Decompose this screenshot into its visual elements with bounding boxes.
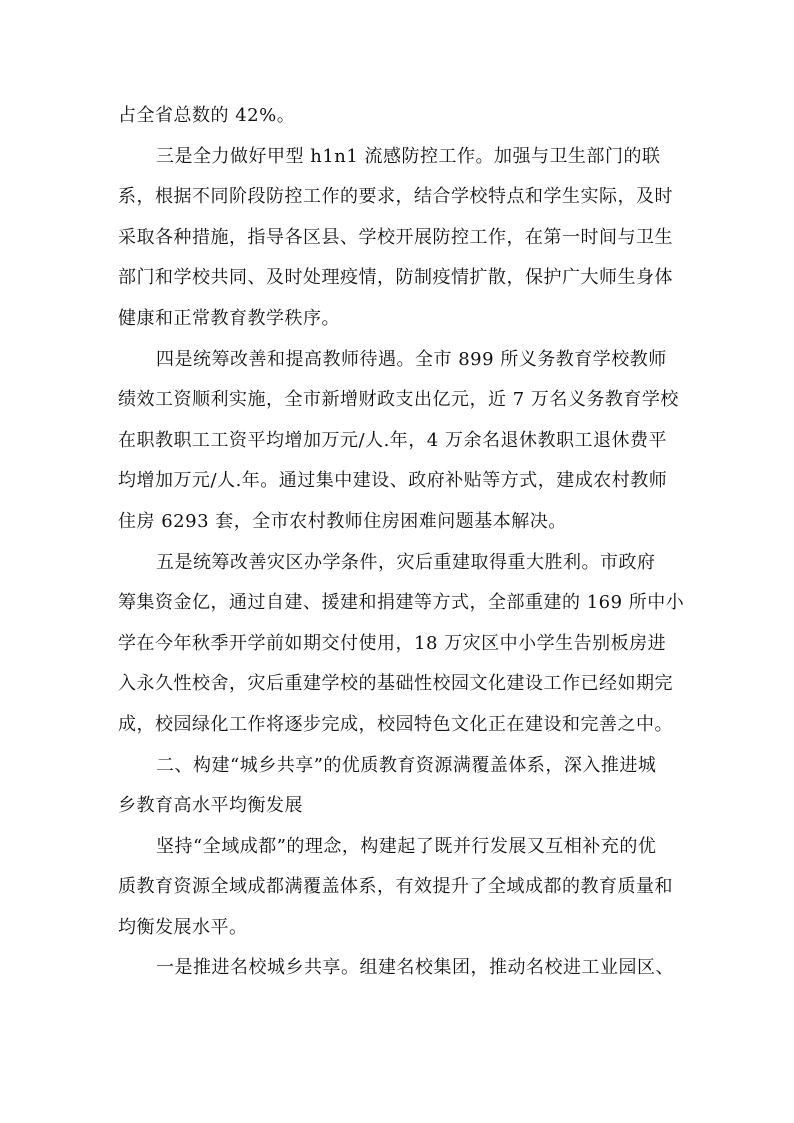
text-line: 三是全力做好甲型 h1n1 流感防控工作。加强与卫生部门的联: [156, 145, 661, 167]
text-line: 坚持“全域成都”的理念，构建起了既并行发展又互相补充的优: [156, 835, 657, 857]
text-line: 均衡发展水平。: [118, 916, 248, 938]
text-line: 住房 6293 套，全市农村教师住房困难问题基本解决。: [118, 510, 567, 532]
text-line: 五是统筹改善灾区办学条件，灾后重建取得重大胜利。市政府: [156, 551, 656, 573]
text-line: 筹集资金亿，通过自建、援建和捐建等方式，全部重建的 169 所中小: [118, 592, 685, 614]
document-body: [118, 96, 698, 989]
text-line: 均增加万元/人.年。通过集中建设、政府补贴等方式，建成农村教师: [118, 470, 668, 492]
text-line: 系，根据不同阶段防控工作的要求，结合学校特点和学生实际，及时: [118, 186, 673, 208]
text-line: 质教育资源全域成都满覆盖体系，有效提升了全域成都的教育质量和: [118, 876, 673, 898]
section-heading-line: 二、构建“城乡共享”的优质教育资源满覆盖体系，深入推进城: [156, 754, 657, 776]
text-line: 部门和学校共同、及时处理疫情，防制疫情扩散，保护广大师生身体: [118, 267, 673, 289]
text-line: 健康和正常教育教学秩序。: [118, 307, 340, 329]
text-line: 入永久性校舍，灾后重建学校的基础性校园文化建设工作已经如期完: [118, 673, 673, 695]
text-line: 采取各种措施，指导各区县、学校开展防控工作，在第一时间与卫生: [118, 226, 673, 248]
text-line: 绩效工资顺利实施，全市新增财政支出亿元，近 7 万名义务教育学校: [118, 389, 679, 411]
section-heading-line: 乡教育高水平均衡发展: [118, 795, 303, 817]
text-line: 四是统筹改善和提高教师待遇。全市 899 所义务教育学校教师: [156, 348, 667, 370]
text-line: 学在今年秋季开学前如期交付使用，18 万灾区中小学生告别板房进: [118, 632, 667, 654]
text-line: 在职教职工工资平均增加万元/人.年，4 万余名退休教职工退休费平: [118, 429, 667, 451]
text-line: 占全省总数的 42%。: [118, 105, 296, 126]
text-line: 一是推进名校城乡共享。组建名校集团，推动名校进工业园区、: [156, 957, 674, 979]
text-line: 成，校园绿化工作将逐步完成，校园特色文化正在建设和完善之中。: [118, 713, 673, 735]
